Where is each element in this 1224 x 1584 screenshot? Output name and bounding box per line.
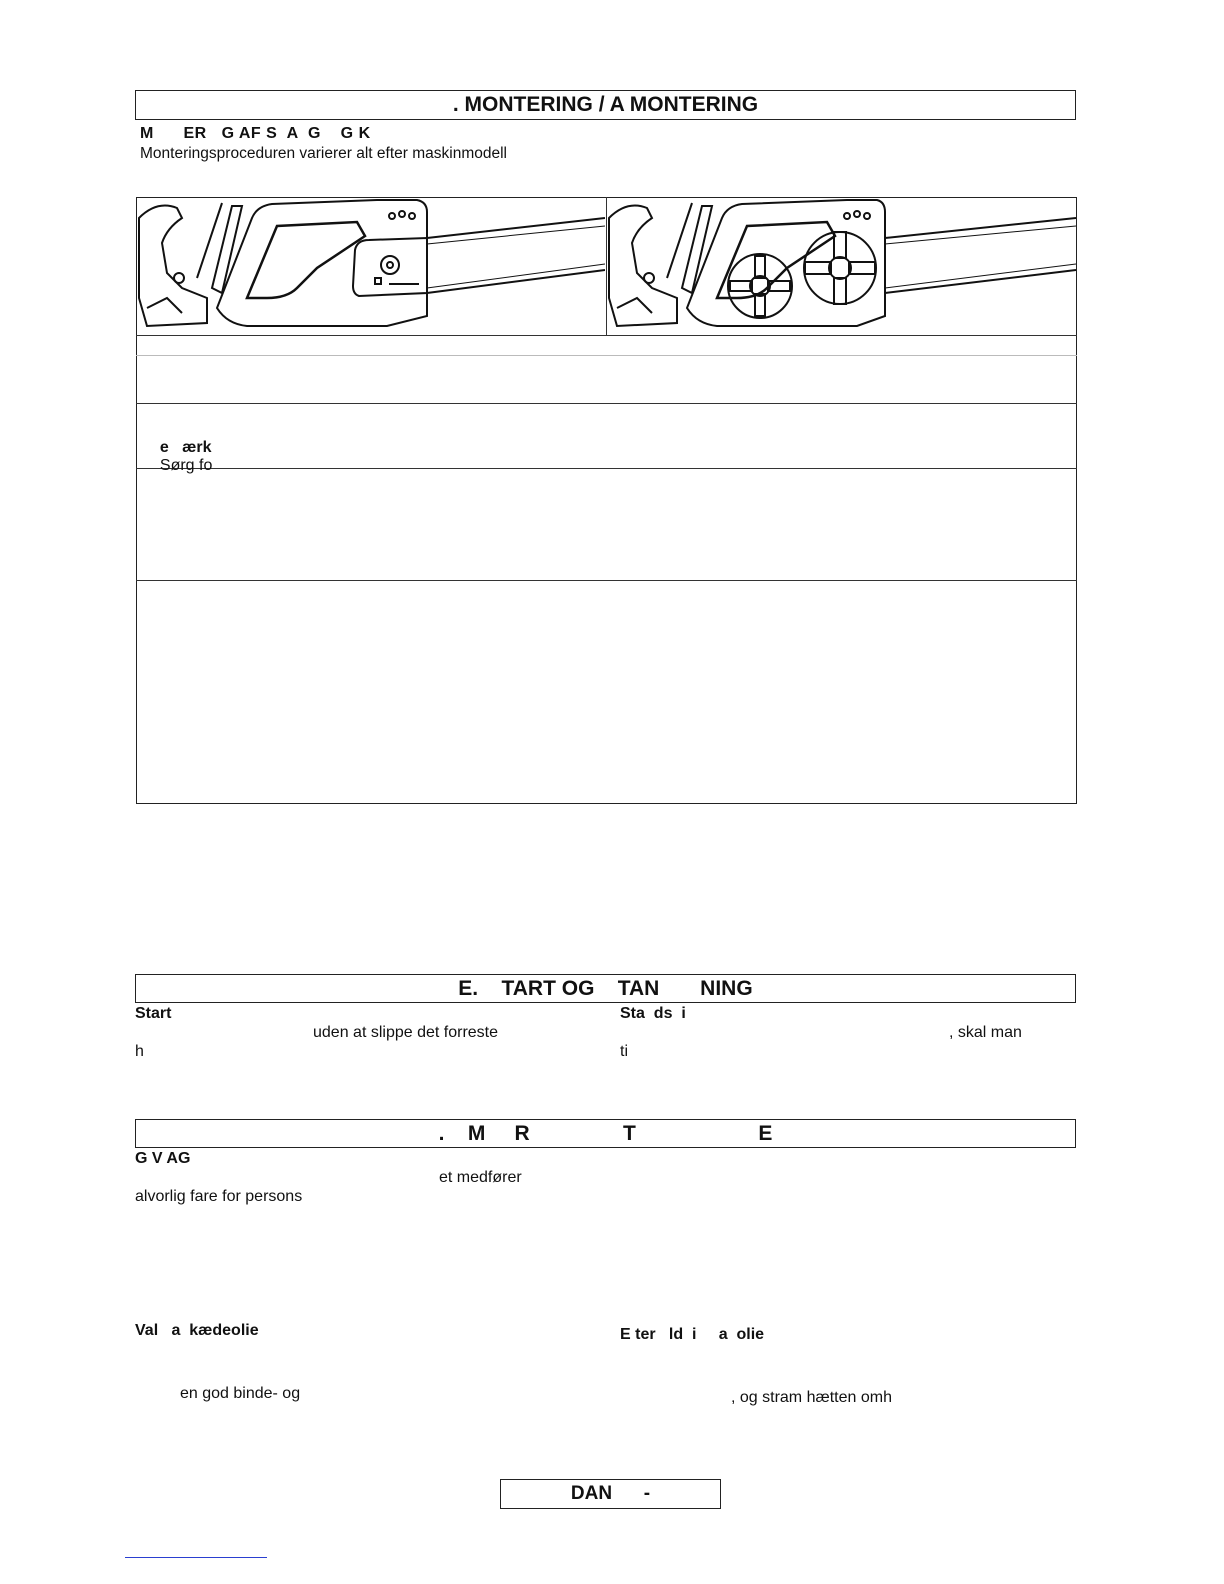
oil-choice-label: Val a kædeolie: [135, 1322, 259, 1339]
oil-choice-text: en god binde- og: [180, 1385, 301, 1402]
note-text: Sørg fo: [159, 457, 213, 474]
assembly-note: [151, 421, 212, 475]
warning-label: G V AG: [135, 1150, 191, 1167]
refill-label: E ter ld i a olie: [620, 1326, 765, 1343]
page-number: DAN -: [570, 1483, 651, 1504]
start-stop-heading-text: E. TART OG TAN NING: [458, 976, 753, 1000]
table-faint-line: [136, 355, 1077, 356]
chainsaw-illustration-right: [607, 198, 1076, 334]
chainsaw-illustration-left: [137, 198, 605, 334]
start-stop-heading: [135, 974, 1076, 1003]
stop-label: Sta ds i: [620, 1005, 686, 1022]
assembly-heading-text: . MONTERING / A MONTERING: [452, 93, 759, 116]
start-line-2: h: [135, 1043, 144, 1060]
table-row-divider-3: [136, 468, 1077, 469]
refill-text: , og stram hætten omh: [731, 1389, 892, 1406]
warning-line-1: et medfører: [439, 1169, 522, 1186]
table-row-divider-1: [136, 335, 1077, 336]
footer-link-underline: [125, 1557, 267, 1558]
stop-line-1: , skal man: [949, 1024, 1022, 1041]
assembly-subheading: M ER G AF S A G G K: [140, 125, 371, 142]
start-label: Start: [135, 1005, 172, 1022]
assembly-heading: [135, 90, 1076, 120]
start-line-1: uden at slippe det forreste: [313, 1024, 499, 1041]
warning-line-2: alvorlig fare for persons: [135, 1188, 303, 1205]
page-number-box: [500, 1479, 721, 1509]
table-row-divider-4: [136, 580, 1077, 581]
stop-line-2: ti: [620, 1043, 628, 1060]
lubrication-heading: [135, 1119, 1076, 1148]
lubrication-heading-text: . M R T E: [438, 1121, 773, 1145]
note-label: e ærk: [159, 439, 212, 456]
table-row-divider-2: [136, 403, 1077, 404]
assembly-intro: Monteringsproceduren varierer alt efter maskinmodell: [140, 145, 507, 162]
